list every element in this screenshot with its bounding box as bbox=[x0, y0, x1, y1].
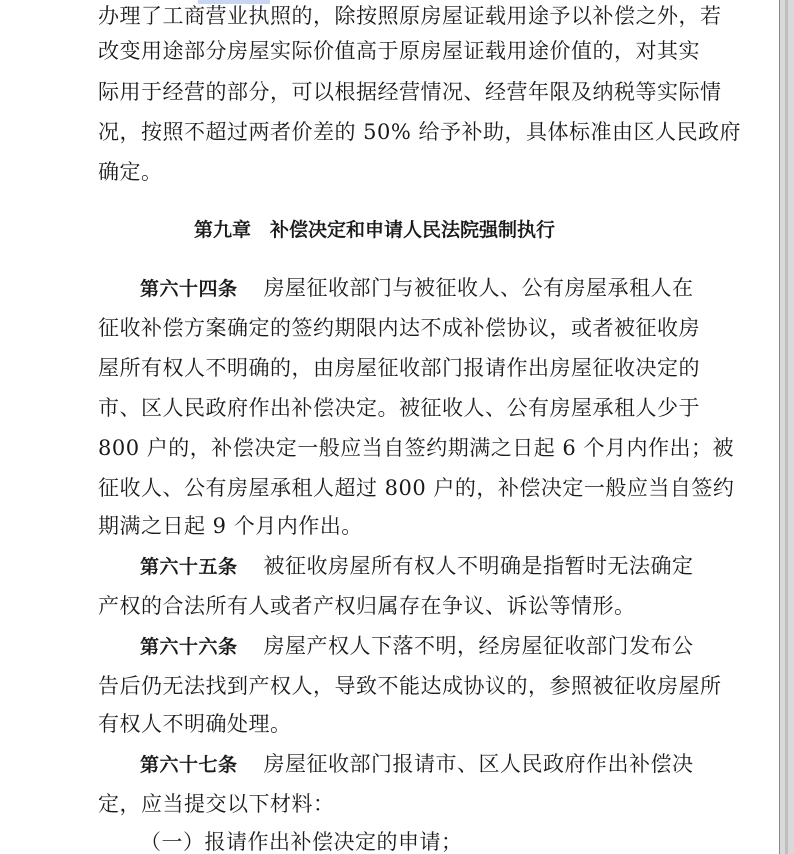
article-64-line: 800 户的，补偿决定一般应当自签约期满之日起 6 个月内作出；被 bbox=[98, 436, 734, 460]
article-66-line: 有权人不明确处理。 bbox=[98, 712, 292, 736]
article-64-text: 房屋征收部门与被征收人、公有房屋承租人在 bbox=[263, 276, 694, 300]
scrollbar-thumb[interactable] bbox=[785, 0, 788, 854]
article-65-line: 产权的合法所有人或者产权归属存在争议、诉讼等情形。 bbox=[98, 594, 636, 618]
article-65-text: 被征收房屋所有权人不明确是指暂时无法确定 bbox=[263, 554, 694, 578]
intro-line-5: 确定。 bbox=[98, 160, 163, 184]
article-66-title: 第六十六条 bbox=[140, 636, 238, 658]
article-64-line: 市、区人民政府作出补偿决定。被征收人、公有房屋承租人少于 bbox=[98, 396, 700, 420]
article-64-title: 第六十四条 bbox=[140, 278, 238, 300]
intro-line-2: 改变用途部分房屋实际价值高于原房屋证载用途价值的，对其实 bbox=[98, 39, 700, 63]
article-66-first-line bbox=[140, 632, 694, 661]
article-66-text: 房屋产权人下落不明，经房屋征收部门发布公 bbox=[263, 634, 694, 658]
article-67-line: 定，应当提交以下材料： bbox=[98, 792, 335, 816]
article-64-line: 屋所有权人不明确的，由房屋征收部门报请作出房屋征收决定的 bbox=[98, 356, 700, 380]
article-64-line: 期满之日起 9 个月内作出。 bbox=[98, 514, 363, 538]
chapter-heading: 第九章 补偿决定和申请人民法院强制执行 bbox=[194, 219, 556, 241]
article-64-line: 征收补偿方案确定的签约期限内达不成补偿协议，或者被征收房 bbox=[98, 316, 700, 340]
list-item-1: （一）报请作出补偿决定的申请； bbox=[140, 830, 463, 854]
article-66-line: 告后仍无法找到产权人，导致不能达成协议的，参照被征收房屋所 bbox=[98, 674, 722, 698]
intro-line-3: 际用于经营的部分，可以根据经营情况、经营年限及纳税等实际情 bbox=[98, 80, 722, 104]
article-67-title: 第六十七条 bbox=[140, 754, 238, 776]
intro-line-4: 况，按照不超过两者价差的 50% 给予补助，具体标准由区人民政府 bbox=[98, 120, 742, 144]
article-67-text: 房屋征收部门报请市、区人民政府作出补偿决 bbox=[263, 752, 694, 776]
article-65-title: 第六十五条 bbox=[140, 556, 238, 578]
article-64-first-line bbox=[140, 274, 694, 303]
article-65-first-line bbox=[140, 552, 694, 581]
intro-line-1: 办理了工商营业执照的，除按照原房屋证载用途予以补偿之外，若 bbox=[98, 4, 722, 28]
article-67-first-line bbox=[140, 750, 694, 779]
article-64-line: 征收人、公有房屋承租人超过 800 户的，补偿决定一般应当自签约 bbox=[98, 476, 735, 500]
